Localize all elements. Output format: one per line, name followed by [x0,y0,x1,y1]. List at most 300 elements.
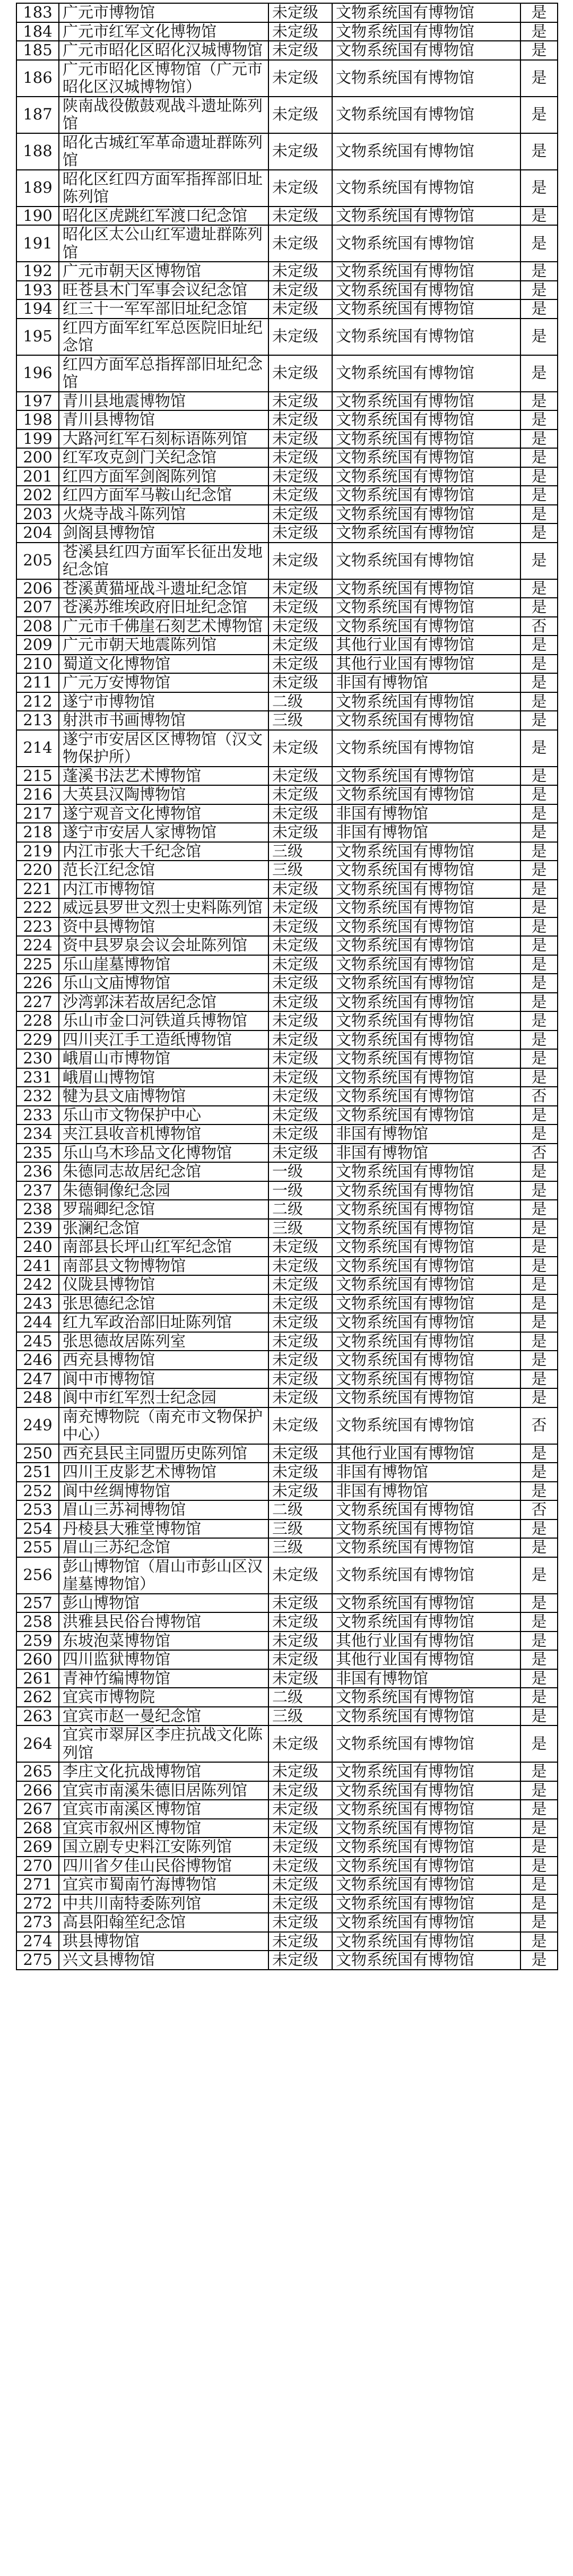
museum-grade-cell: 未定级 [268,1144,332,1163]
free-admission-cell: 是 [520,1162,558,1181]
row-number-cell: 194 [16,299,59,319]
table-row [16,355,558,392]
free-admission-cell: 是 [520,861,558,880]
museum-name-cell: 张澜纪念馆 [59,1219,268,1238]
row-number-cell: 256 [16,1557,59,1594]
museum-category-cell: 文物系统国有博物馆 [332,1407,520,1444]
row-number-cell: 202 [16,486,59,505]
table-row [16,955,558,974]
museum-category-cell: 文物系统国有博物馆 [332,448,520,467]
row-number-cell: 213 [16,711,59,730]
museum-category-cell: 文物系统国有博物馆 [332,262,520,281]
museum-category-cell: 文物系统国有博物馆 [332,486,520,505]
museum-category-cell: 文物系统国有博物馆 [332,579,520,598]
museum-category-cell: 文物系统国有博物馆 [332,1332,520,1351]
table-row [16,1688,558,1707]
table-row [16,673,558,692]
museum-grade-cell: 未定级 [268,262,332,281]
museum-name-cell: 兴文县博物馆 [59,1951,268,1970]
row-number-cell: 204 [16,523,59,543]
table-row [16,1444,558,1463]
museum-category-cell: 文物系统国有博物馆 [332,1688,520,1707]
museum-category-cell: 文物系统国有博物馆 [332,1725,520,1762]
museum-name-cell: 广元市昭化区博物馆（广元市昭化区汉城博物馆） [59,60,268,97]
museum-grade-cell: 二级 [268,1500,332,1519]
museum-grade-cell: 三级 [268,861,332,880]
museum-name-cell: 宜宾市南溪朱德旧居陈列馆 [59,1781,268,1800]
row-number-cell: 251 [16,1463,59,1482]
row-number-cell: 198 [16,410,59,430]
row-number-cell: 211 [16,673,59,692]
museum-grade-cell: 未定级 [268,823,332,842]
museum-name-cell: 广元市博物馆 [59,3,268,22]
row-number-cell: 274 [16,1932,59,1951]
museum-category-cell: 文物系统国有博物馆 [332,730,520,767]
museum-name-cell: 眉山三苏纪念馆 [59,1538,268,1557]
museum-category-cell: 文物系统国有博物馆 [332,1819,520,1838]
museum-category-cell: 文物系统国有博物馆 [332,1837,520,1857]
row-number-cell: 250 [16,1444,59,1463]
museum-category-cell: 文物系统国有博物馆 [332,523,520,543]
museum-category-cell: 文物系统国有博物馆 [332,1612,520,1632]
museum-name-cell: 苍溪苏维埃政府旧址纪念馆 [59,598,268,617]
museum-grade-cell: 未定级 [268,598,332,617]
row-number-cell: 217 [16,804,59,823]
museum-category-cell: 文物系统国有博物馆 [332,1181,520,1200]
table-row [16,1294,558,1313]
museum-name-cell: 南部县文物博物馆 [59,1257,268,1276]
museum-name-cell: 陕南战役傲鼓观战斗遗址陈列馆 [59,97,268,133]
museum-grade-cell: 未定级 [268,673,332,692]
museum-category-cell: 文物系统国有博物馆 [332,430,520,449]
museum-grade-cell: 未定级 [268,1238,332,1257]
free-admission-cell: 是 [520,1951,558,1970]
table-row [16,430,558,449]
table-body [16,3,558,1970]
row-number-cell: 207 [16,598,59,617]
museum-name-cell: 乐山市文物保护中心 [59,1106,268,1125]
free-admission-cell: 是 [520,543,558,579]
table-row [16,730,558,767]
museum-name-cell: 朱德铜像纪念园 [59,1181,268,1200]
museum-grade-cell: 未定级 [268,505,332,524]
museum-grade-cell: 未定级 [268,1313,332,1332]
museum-grade-cell: 未定级 [268,22,332,41]
museum-category-cell: 非国有博物馆 [332,1463,520,1482]
row-number-cell: 214 [16,730,59,767]
free-admission-cell: 是 [520,936,558,955]
museum-name-cell: 四川夹江手工造纸博物馆 [59,1031,268,1050]
museum-category-cell: 文物系统国有博物馆 [332,1275,520,1294]
museum-category-cell: 文物系统国有博物馆 [332,1011,520,1031]
row-number-cell: 270 [16,1857,59,1876]
table-row [16,936,558,955]
free-admission-cell: 是 [520,1519,558,1539]
museum-category-cell: 文物系统国有博物馆 [332,993,520,1012]
row-number-cell: 218 [16,823,59,842]
museum-grade-cell: 未定级 [268,1632,332,1651]
free-admission-cell: 是 [520,467,558,486]
table-row [16,207,558,226]
free-admission-cell: 是 [520,170,558,207]
row-number-cell: 185 [16,41,59,60]
table-row [16,1519,558,1539]
museum-category-cell: 文物系统国有博物馆 [332,785,520,804]
free-admission-cell: 是 [520,692,558,711]
museum-category-cell: 文物系统国有博物馆 [332,1500,520,1519]
free-admission-cell: 是 [520,3,558,22]
table-row [16,993,558,1012]
museum-grade-cell: 未定级 [268,955,332,974]
museum-category-cell: 文物系统国有博物馆 [332,170,520,207]
table-row [16,3,558,22]
row-number-cell: 233 [16,1106,59,1125]
free-admission-cell: 是 [520,133,558,170]
museum-grade-cell: 未定级 [268,523,332,543]
museum-name-cell: 丹棱县大雅堂博物馆 [59,1519,268,1539]
row-number-cell: 235 [16,1144,59,1163]
table-row [16,1707,558,1726]
free-admission-cell: 是 [520,1238,558,1257]
museum-grade-cell: 未定级 [268,880,332,899]
museum-name-cell: 眉山三苏祠博物馆 [59,1500,268,1519]
museum-name-cell: 高县阳翰笙纪念馆 [59,1913,268,1932]
free-admission-cell: 是 [520,448,558,467]
museum-name-cell: 朱德同志故居纪念馆 [59,1162,268,1181]
row-number-cell: 259 [16,1632,59,1651]
table-row [16,467,558,486]
museum-name-cell: 张思德故居陈列室 [59,1332,268,1351]
museum-grade-cell: 未定级 [268,207,332,226]
row-number-cell: 248 [16,1388,59,1407]
museum-name-cell: 广元市红军文化博物馆 [59,22,268,41]
museum-category-cell: 文物系统国有博物馆 [332,936,520,955]
row-number-cell: 209 [16,636,59,655]
museum-name-cell: 红九军政治部旧址陈列馆 [59,1313,268,1332]
museum-name-cell: 罗瑞卿纪念馆 [59,1200,268,1219]
museum-category-cell: 文物系统国有博物馆 [332,917,520,937]
free-admission-cell: 是 [520,1313,558,1332]
museum-name-cell: 张思德纪念馆 [59,1294,268,1313]
row-number-cell: 253 [16,1500,59,1519]
museum-grade-cell: 未定级 [268,60,332,97]
row-number-cell: 255 [16,1538,59,1557]
free-admission-cell: 是 [520,993,558,1012]
free-admission-cell: 是 [520,598,558,617]
table-row [16,1388,558,1407]
museum-name-cell: 宜宾市博物院 [59,1688,268,1707]
free-admission-cell: 是 [520,1557,558,1594]
row-number-cell: 226 [16,974,59,993]
museum-grade-cell: 未定级 [268,467,332,486]
free-admission-cell: 是 [520,880,558,899]
row-number-cell: 263 [16,1707,59,1726]
table-row [16,1500,558,1519]
museum-name-cell: 宜宾市南溪区博物馆 [59,1800,268,1819]
museum-grade-cell: 未定级 [268,1444,332,1463]
free-admission-cell: 是 [520,1106,558,1125]
table-row [16,1068,558,1087]
museum-name-cell: 广元万安博物馆 [59,673,268,692]
museum-category-cell: 文物系统国有博物馆 [332,1707,520,1726]
free-admission-cell: 是 [520,842,558,861]
row-number-cell: 191 [16,225,59,262]
table-row [16,1762,558,1781]
museum-grade-cell: 未定级 [268,319,332,355]
free-admission-cell: 是 [520,355,558,392]
museum-name-cell: 大路河红军石刻标语陈列馆 [59,430,268,449]
museum-grade-cell: 未定级 [268,1557,332,1594]
free-admission-cell: 是 [520,1632,558,1651]
museum-name-cell: 峨眉山市博物馆 [59,1049,268,1068]
table-row [16,1200,558,1219]
museum-name-cell: 苍溪黄猫垭战斗遗址纪念馆 [59,579,268,598]
museum-category-cell: 文物系统国有博物馆 [332,299,520,319]
museum-name-cell: 威远县罗世文烈士史料陈列馆 [59,898,268,917]
row-number-cell: 246 [16,1351,59,1370]
museum-grade-cell: 未定级 [268,1762,332,1781]
table-row [16,523,558,543]
free-admission-cell: 是 [520,1857,558,1876]
free-admission-cell: 是 [520,1650,558,1669]
museum-grade-cell: 未定级 [268,1875,332,1894]
museum-grade-cell: 未定级 [268,97,332,133]
row-number-cell: 262 [16,1688,59,1707]
museum-name-cell: 范长江纪念馆 [59,861,268,880]
museum-category-cell: 文物系统国有博物馆 [332,617,520,636]
row-number-cell: 243 [16,1294,59,1313]
row-number-cell: 265 [16,1762,59,1781]
row-number-cell: 193 [16,281,59,300]
free-admission-cell: 是 [520,1332,558,1351]
museum-grade-cell: 未定级 [268,617,332,636]
row-number-cell: 186 [16,60,59,97]
table-row [16,392,558,411]
museum-list-table [16,3,558,1970]
museum-name-cell: 南部县长坪山红军纪念馆 [59,1238,268,1257]
museum-grade-cell: 未定级 [268,1857,332,1876]
museum-category-cell: 文物系统国有博物馆 [332,60,520,97]
museum-grade-cell: 未定级 [268,448,332,467]
row-number-cell: 223 [16,917,59,937]
museum-name-cell: 蓬溪书法艺术博物馆 [59,767,268,786]
free-admission-cell: 是 [520,523,558,543]
row-number-cell: 196 [16,355,59,392]
row-number-cell: 231 [16,1068,59,1087]
museum-grade-cell: 三级 [268,1538,332,1557]
table-row [16,1594,558,1613]
museum-category-cell: 文物系统国有博物馆 [332,880,520,899]
row-number-cell: 239 [16,1219,59,1238]
museum-grade-cell: 未定级 [268,486,332,505]
table-row [16,1632,558,1651]
free-admission-cell: 是 [520,319,558,355]
museum-category-cell: 文物系统国有博物馆 [332,1087,520,1106]
free-admission-cell: 是 [520,1124,558,1144]
museum-grade-cell: 未定级 [268,1106,332,1125]
free-admission-cell: 是 [520,1388,558,1407]
table-row [16,543,558,579]
table-row [16,1332,558,1351]
museum-grade-cell: 未定级 [268,225,332,262]
table-row [16,1482,558,1501]
museum-category-cell: 文物系统国有博物馆 [332,467,520,486]
table-row [16,1407,558,1444]
museum-category-cell: 文物系统国有博物馆 [332,1313,520,1332]
museum-grade-cell: 未定级 [268,993,332,1012]
museum-category-cell: 非国有博物馆 [332,823,520,842]
museum-name-cell: 洪雅县民俗台博物馆 [59,1612,268,1632]
museum-category-cell: 文物系统国有博物馆 [332,1106,520,1125]
table-row [16,1162,558,1181]
museum-category-cell: 文物系统国有博物馆 [332,1049,520,1068]
museum-grade-cell: 未定级 [268,1388,332,1407]
museum-category-cell: 其他行业国有博物馆 [332,636,520,655]
museum-name-cell: 昭化区虎跳红军渡口纪念馆 [59,207,268,226]
free-admission-cell: 是 [520,898,558,917]
free-admission-cell: 是 [520,60,558,97]
row-number-cell: 238 [16,1200,59,1219]
museum-name-cell: 青川县博物馆 [59,410,268,430]
museum-name-cell: 乐山文庙博物馆 [59,974,268,993]
museum-name-cell: 犍为县文庙博物馆 [59,1087,268,1106]
museum-name-cell: 青神竹编博物馆 [59,1669,268,1688]
free-admission-cell: 是 [520,1200,558,1219]
row-number-cell: 188 [16,133,59,170]
row-number-cell: 228 [16,1011,59,1031]
museum-grade-cell: 未定级 [268,636,332,655]
free-admission-cell: 是 [520,1482,558,1501]
table-row [16,767,558,786]
free-admission-cell: 否 [520,1407,558,1444]
free-admission-cell: 是 [520,1463,558,1482]
free-admission-cell: 是 [520,1688,558,1707]
free-admission-cell: 是 [520,730,558,767]
free-admission-cell: 是 [520,1444,558,1463]
museum-category-cell: 文物系统国有博物馆 [332,281,520,300]
free-admission-cell: 是 [520,262,558,281]
free-admission-cell: 是 [520,655,558,674]
museum-name-cell: 火烧寺战斗陈列馆 [59,505,268,524]
museum-grade-cell: 未定级 [268,974,332,993]
row-number-cell: 216 [16,785,59,804]
museum-name-cell: 宜宾市叙州区博物馆 [59,1819,268,1838]
museum-category-cell: 文物系统国有博物馆 [332,543,520,579]
row-number-cell: 273 [16,1913,59,1932]
museum-grade-cell: 三级 [268,842,332,861]
row-number-cell: 225 [16,955,59,974]
row-number-cell: 215 [16,767,59,786]
free-admission-cell: 是 [520,579,558,598]
table-row [16,1837,558,1857]
museum-category-cell: 文物系统国有博物馆 [332,392,520,411]
table-row [16,1031,558,1050]
table-row [16,299,558,319]
museum-category-cell: 文物系统国有博物馆 [332,598,520,617]
row-number-cell: 184 [16,22,59,41]
museum-name-cell: 射洪市书画博物馆 [59,711,268,730]
museum-name-cell: 红四方面军剑阁陈列馆 [59,467,268,486]
table-row [16,262,558,281]
museum-grade-cell: 未定级 [268,767,332,786]
table-row [16,823,558,842]
free-admission-cell: 是 [520,823,558,842]
museum-name-cell: 宜宾市蜀南竹海博物馆 [59,1875,268,1894]
free-admission-cell: 是 [520,41,558,60]
free-admission-cell: 是 [520,281,558,300]
museum-grade-cell: 一级 [268,1162,332,1181]
table-row [16,1463,558,1482]
museum-category-cell: 文物系统国有博物馆 [332,692,520,711]
row-number-cell: 208 [16,617,59,636]
free-admission-cell: 是 [520,974,558,993]
museum-category-cell: 文物系统国有博物馆 [332,955,520,974]
museum-grade-cell: 三级 [268,711,332,730]
row-number-cell: 258 [16,1612,59,1632]
free-admission-cell: 是 [520,1275,558,1294]
museum-grade-cell: 未定级 [268,410,332,430]
free-admission-cell: 是 [520,1725,558,1762]
museum-grade-cell: 未定级 [268,936,332,955]
table-row [16,225,558,262]
museum-category-cell: 其他行业国有博物馆 [332,655,520,674]
free-admission-cell: 是 [520,207,558,226]
table-row [16,1144,558,1163]
museum-category-cell: 文物系统国有博物馆 [332,1913,520,1932]
free-admission-cell: 否 [520,1087,558,1106]
museum-name-cell: 遂宁市安居人家博物馆 [59,823,268,842]
table-row [16,1781,558,1800]
row-number-cell: 195 [16,319,59,355]
table-row [16,60,558,97]
museum-name-cell: 广元市朝天区博物馆 [59,262,268,281]
table-row [16,898,558,917]
museum-name-cell: 李庄文化抗战博物馆 [59,1762,268,1781]
museum-grade-cell: 未定级 [268,1932,332,1951]
free-admission-cell: 是 [520,636,558,655]
free-admission-cell: 是 [520,1837,558,1857]
row-number-cell: 190 [16,207,59,226]
row-number-cell: 244 [16,1313,59,1332]
table-row [16,1313,558,1332]
row-number-cell: 232 [16,1087,59,1106]
museum-category-cell: 文物系统国有博物馆 [332,767,520,786]
museum-category-cell: 文物系统国有博物馆 [332,1068,520,1087]
museum-name-cell: 东坡泡菜博物馆 [59,1632,268,1651]
table-row [16,41,558,60]
museum-name-cell: 旺苍县木门军事会议纪念馆 [59,281,268,300]
museum-name-cell: 红三十一军军部旧址纪念馆 [59,299,268,319]
museum-category-cell: 文物系统国有博物馆 [332,355,520,392]
row-number-cell: 240 [16,1238,59,1257]
museum-grade-cell: 未定级 [268,785,332,804]
free-admission-cell: 是 [520,1538,558,1557]
museum-grade-cell: 未定级 [268,1031,332,1050]
museum-category-cell: 文物系统国有博物馆 [332,3,520,22]
free-admission-cell: 是 [520,1669,558,1688]
museum-name-cell: 阆中丝绸博物馆 [59,1482,268,1501]
museum-name-cell: 红军攻克剑门关纪念馆 [59,448,268,467]
museum-name-cell: 阆中市博物馆 [59,1370,268,1389]
table-row [16,1219,558,1238]
museum-category-cell: 文物系统国有博物馆 [332,974,520,993]
table-row [16,1669,558,1688]
museum-name-cell: 彭山博物馆 [59,1594,268,1613]
museum-name-cell: 四川王皮影艺术博物馆 [59,1463,268,1482]
table-row [16,692,558,711]
row-number-cell: 242 [16,1275,59,1294]
museum-grade-cell: 未定级 [268,1407,332,1444]
